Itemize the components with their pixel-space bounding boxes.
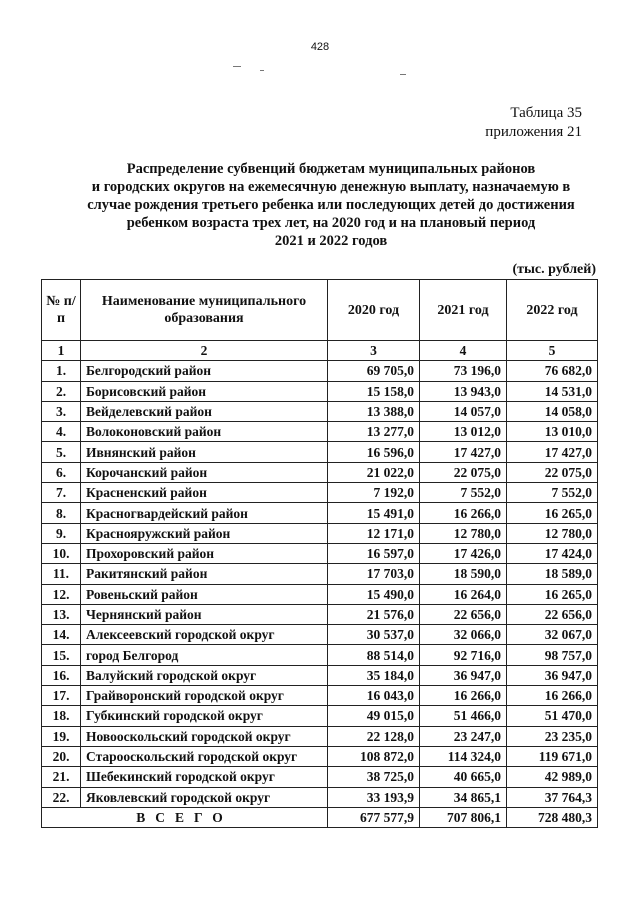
row-value-2021: 12 780,0	[420, 523, 507, 543]
table-row	[42, 422, 598, 442]
row-value-2020: 35 184,0	[328, 665, 420, 685]
row-number: 13.	[42, 604, 81, 624]
row-value-2022: 16 265,0	[507, 584, 598, 604]
document-title	[60, 160, 602, 250]
table-row	[42, 726, 598, 746]
row-number: 18.	[42, 706, 81, 726]
row-number: 9.	[42, 523, 81, 543]
row-value-2022: 98 757,0	[507, 645, 598, 665]
row-value-2021: 17 426,0	[420, 543, 507, 563]
row-value-2022: 7 552,0	[507, 483, 598, 503]
row-number: 12.	[42, 584, 81, 604]
row-value-2021: 73 196,0	[420, 361, 507, 381]
row-name: Корочанский район	[81, 462, 328, 482]
row-number: 6.	[42, 462, 81, 482]
row-number: 1.	[42, 361, 81, 381]
row-value-2020: 15 490,0	[328, 584, 420, 604]
row-name: Шебекинский городской округ	[81, 767, 328, 787]
header-row	[42, 280, 598, 341]
row-value-2022: 16 265,0	[507, 503, 598, 523]
row-number: 16.	[42, 665, 81, 685]
row-value-2021: 22 656,0	[420, 604, 507, 624]
row-value-2022: 51 470,0	[507, 706, 598, 726]
scan-speck	[233, 66, 241, 67]
row-value-2021: 114 324,0	[420, 746, 507, 766]
table-row	[42, 401, 598, 421]
row-name: Алексеевский городской округ	[81, 625, 328, 645]
row-name: Белгородский район	[81, 361, 328, 381]
row-name: Прохоровский район	[81, 543, 328, 563]
table-row	[42, 604, 598, 624]
row-name: Ракитянский район	[81, 564, 328, 584]
row-value-2022: 17 427,0	[507, 442, 598, 462]
row-name: Чернянский район	[81, 604, 328, 624]
row-value-2020: 38 725,0	[328, 767, 420, 787]
row-value-2020: 33 193,9	[328, 787, 420, 807]
row-value-2021: 40 665,0	[420, 767, 507, 787]
row-value-2021: 14 057,0	[420, 401, 507, 421]
table-row	[42, 361, 598, 381]
row-number: 14.	[42, 625, 81, 645]
row-number: 17.	[42, 686, 81, 706]
table-row	[42, 645, 598, 665]
row-value-2021: 13 943,0	[420, 381, 507, 401]
row-value-2021: 18 590,0	[420, 564, 507, 584]
total-2022: 728 480,3	[507, 807, 598, 827]
row-name: Борисовский район	[81, 381, 328, 401]
table-row	[42, 767, 598, 787]
row-number: 11.	[42, 564, 81, 584]
row-value-2020: 88 514,0	[328, 645, 420, 665]
row-number: 19.	[42, 726, 81, 746]
row-value-2020: 16 597,0	[328, 543, 420, 563]
row-value-2021: 34 865,1	[420, 787, 507, 807]
row-name: Красненский район	[81, 483, 328, 503]
column-index: 4	[420, 341, 507, 361]
caption-appendix: приложения 21	[485, 124, 582, 140]
row-name: Старооскольский городской округ	[81, 746, 328, 766]
row-value-2022: 13 010,0	[507, 422, 598, 442]
header-2021: 2021 год	[420, 280, 507, 341]
table-row	[42, 625, 598, 645]
row-value-2020: 16 043,0	[328, 686, 420, 706]
row-value-2021: 7 552,0	[420, 483, 507, 503]
table-row	[42, 584, 598, 604]
row-value-2020: 69 705,0	[328, 361, 420, 381]
row-value-2020: 30 537,0	[328, 625, 420, 645]
table-row	[42, 564, 598, 584]
row-value-2020: 49 015,0	[328, 706, 420, 726]
row-value-2021: 13 012,0	[420, 422, 507, 442]
row-value-2021: 36 947,0	[420, 665, 507, 685]
table-row	[42, 523, 598, 543]
row-value-2022: 14 531,0	[507, 381, 598, 401]
row-value-2022: 42 989,0	[507, 767, 598, 787]
column-index-row	[42, 341, 598, 361]
table-row	[42, 462, 598, 482]
row-name: Новооскольский городской округ	[81, 726, 328, 746]
column-index: 1	[42, 341, 81, 361]
title-line: случае рождения третьего ребенка или последующих детей до достижения	[87, 197, 575, 213]
row-value-2020: 15 491,0	[328, 503, 420, 523]
row-value-2021: 23 247,0	[420, 726, 507, 746]
row-value-2021: 17 427,0	[420, 442, 507, 462]
row-number: 5.	[42, 442, 81, 462]
row-value-2022: 22 075,0	[507, 462, 598, 482]
title-line: ребенком возраста трех лет, на 2020 год и на плановый период	[126, 215, 536, 231]
row-name: Губкинский городской округ	[81, 706, 328, 726]
row-value-2020: 12 171,0	[328, 523, 420, 543]
row-value-2020: 17 703,0	[328, 564, 420, 584]
row-name: Ровеньский район	[81, 584, 328, 604]
row-value-2020: 22 128,0	[328, 726, 420, 746]
row-value-2020: 13 277,0	[328, 422, 420, 442]
row-name: Волоконовский район	[81, 422, 328, 442]
row-value-2021: 92 716,0	[420, 645, 507, 665]
row-value-2022: 12 780,0	[507, 523, 598, 543]
row-number: 8.	[42, 503, 81, 523]
column-index: 5	[507, 341, 598, 361]
header-name: Наименование муниципального образования	[81, 280, 328, 341]
table-row	[42, 381, 598, 401]
table-row	[42, 746, 598, 766]
total-2020: 677 577,9	[328, 807, 420, 827]
row-number: 10.	[42, 543, 81, 563]
title-line: 2021 и 2022 годов	[274, 233, 388, 249]
row-value-2021: 16 266,0	[420, 686, 507, 706]
row-number: 2.	[42, 381, 81, 401]
row-value-2020: 7 192,0	[328, 483, 420, 503]
total-label: ВСЕГО	[42, 807, 328, 827]
table-caption	[485, 104, 582, 142]
header-num: № п/п	[42, 280, 81, 341]
row-value-2022: 37 764,3	[507, 787, 598, 807]
table-row	[42, 787, 598, 807]
row-value-2021: 22 075,0	[420, 462, 507, 482]
row-number: 20.	[42, 746, 81, 766]
total-row	[42, 807, 598, 827]
column-index: 2	[81, 341, 328, 361]
row-name: Грайворонский городской округ	[81, 686, 328, 706]
row-value-2020: 16 596,0	[328, 442, 420, 462]
row-value-2022: 14 058,0	[507, 401, 598, 421]
table-row	[42, 665, 598, 685]
table-row	[42, 686, 598, 706]
row-value-2022: 36 947,0	[507, 665, 598, 685]
header-2022: 2022 год	[507, 280, 598, 341]
row-name: Валуйский городской округ	[81, 665, 328, 685]
scan-speck	[400, 74, 406, 75]
row-value-2022: 76 682,0	[507, 361, 598, 381]
row-name: Краснояружский район	[81, 523, 328, 543]
row-name: Красногвардейский район	[81, 503, 328, 523]
row-value-2021: 16 264,0	[420, 584, 507, 604]
units-label: (тыс. рублей)	[512, 262, 596, 277]
row-value-2021: 32 066,0	[420, 625, 507, 645]
row-value-2022: 18 589,0	[507, 564, 598, 584]
table-row	[42, 503, 598, 523]
page-number: 428	[310, 41, 330, 53]
row-number: 21.	[42, 767, 81, 787]
row-value-2020: 13 388,0	[328, 401, 420, 421]
row-name: город Белгород	[81, 645, 328, 665]
row-number: 4.	[42, 422, 81, 442]
title-line: и городских округов на ежемесячную денежную выплату, назначаемую в	[91, 179, 571, 195]
row-value-2021: 51 466,0	[420, 706, 507, 726]
table-row	[42, 706, 598, 726]
table-row	[42, 442, 598, 462]
table-row	[42, 483, 598, 503]
row-number: 3.	[42, 401, 81, 421]
row-name: Ивнянский район	[81, 442, 328, 462]
row-number: 22.	[42, 787, 81, 807]
row-value-2020: 108 872,0	[328, 746, 420, 766]
row-value-2022: 16 266,0	[507, 686, 598, 706]
row-number: 7.	[42, 483, 81, 503]
row-value-2022: 23 235,0	[507, 726, 598, 746]
row-number: 15.	[42, 645, 81, 665]
row-value-2022: 17 424,0	[507, 543, 598, 563]
header-2020: 2020 год	[328, 280, 420, 341]
row-value-2022: 119 671,0	[507, 746, 598, 766]
scan-speck	[260, 70, 264, 71]
caption-table-number: Таблица 35	[510, 105, 582, 121]
row-value-2021: 16 266,0	[420, 503, 507, 523]
row-value-2020: 21 022,0	[328, 462, 420, 482]
row-value-2020: 15 158,0	[328, 381, 420, 401]
table-row	[42, 543, 598, 563]
row-value-2022: 32 067,0	[507, 625, 598, 645]
row-name: Вейделевский район	[81, 401, 328, 421]
column-index: 3	[328, 341, 420, 361]
row-value-2022: 22 656,0	[507, 604, 598, 624]
title-line: Распределение субвенций бюджетам муниципальных районов	[126, 161, 536, 177]
row-value-2020: 21 576,0	[328, 604, 420, 624]
total-2021: 707 806,1	[420, 807, 507, 827]
subsidy-table	[41, 279, 598, 828]
row-name: Яковлевский городской округ	[81, 787, 328, 807]
